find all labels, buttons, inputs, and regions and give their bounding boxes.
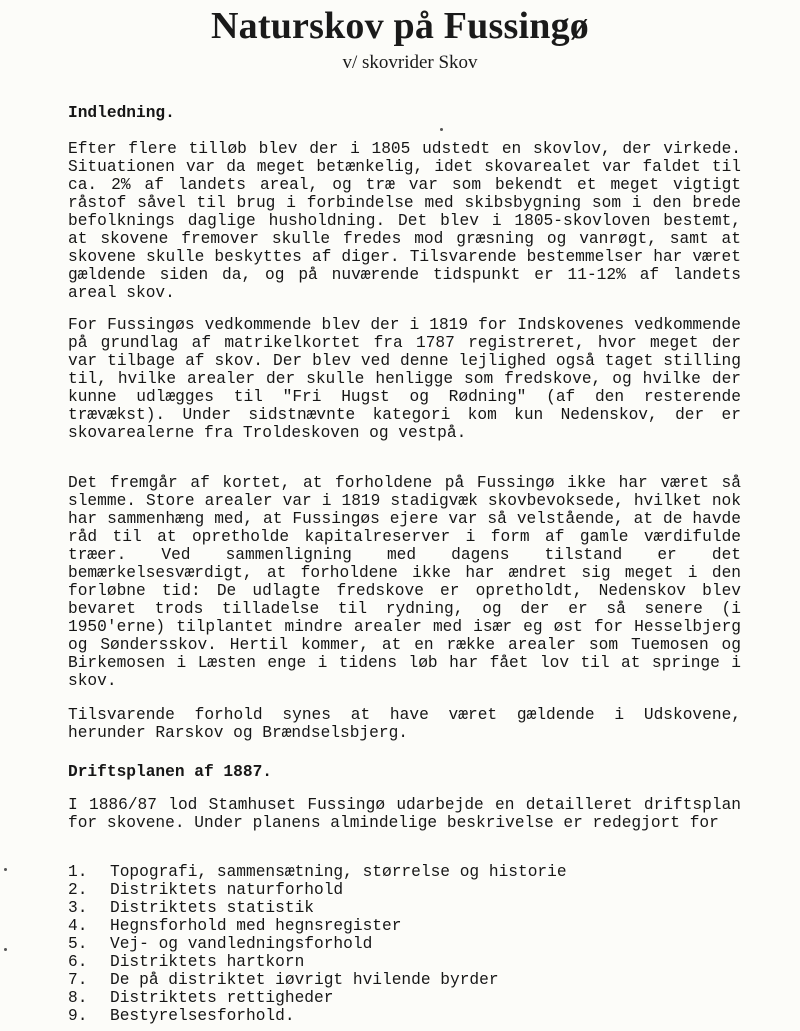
- list-item-number: 7.: [68, 971, 88, 989]
- section-heading-driftsplanen: Driftsplanen af 1887.: [68, 763, 272, 781]
- list-item-text: Vej- og vandledningsforhold: [110, 935, 373, 953]
- list-item-text: Distriktets hartkorn: [110, 953, 305, 971]
- list-item-text: Hegnsforhold med hegnsregister: [110, 917, 402, 935]
- list-item-number: 1.: [68, 863, 88, 881]
- scan-speck: [4, 948, 7, 951]
- list-item: [68, 863, 567, 881]
- scan-speck: [440, 128, 443, 131]
- list-item-text: De på distriktet iøvrigt hvilende byrder: [110, 971, 499, 989]
- list-item: [68, 989, 567, 1007]
- list-item-number: 3.: [68, 899, 88, 917]
- list-item-number: 6.: [68, 953, 88, 971]
- document-byline: v/ skovrider Skov: [342, 52, 478, 73]
- list-item-number: 9.: [68, 1007, 88, 1025]
- list-item-text: Distriktets statistik: [110, 899, 314, 917]
- list-item-number: 5.: [68, 935, 88, 953]
- list-item: [68, 971, 567, 989]
- list-item-number: 4.: [68, 917, 88, 935]
- list-item-text: Distriktets naturforhold: [110, 881, 344, 899]
- list-item: [68, 1007, 567, 1025]
- list-item: [68, 935, 567, 953]
- list-item-number: 8.: [68, 989, 88, 1007]
- document-title: Naturskov på Fussingø: [211, 5, 589, 47]
- section-heading-indledning: Indledning.: [68, 104, 175, 122]
- list-item: [68, 953, 567, 971]
- list-item: [68, 881, 567, 899]
- paragraph-3: Det fremgår af kortet, at forholdene på Fussingø ikke har været så slemme. Store arealer var i 1819 stadigvæk skovbevoksede, hvilket nok har sammenhæng med, at Fussingøs ejere var så velstående, at de havde råd til at opretholde kapitalreserver i form af gamle værdifulde træer. Ved sammenligning med dagens tilstand er det bemærkelsesværdigt, at forholdene ikke har ændret sig meget i den forløbne tid: De udlagte fredskove er opretholdt, Nedenskov blev bevaret trods tilladelse til rydning, og der er så senere (i 1950'erne) tilplantet mindre arealer med især eg øst for Hesselbjerg og Søndersskov. Hertil kommer, at en række arealer som Tuemosen og Birkemosen i Læsten enge i tidens løb har fået lov til at springe i skov.: [68, 474, 741, 690]
- list-item: [68, 899, 567, 917]
- topic-list: [68, 863, 567, 1025]
- list-item-text: Distriktets rettigheder: [110, 989, 334, 1007]
- list-item-text: Topografi, sammensætning, størrelse og historie: [110, 863, 567, 881]
- paragraph-2: For Fussingøs vedkommende blev der i 1819 for Indskovenes vedkommende på grundlag af matrikelkortet fra 1787 registreret, hvor meget der var tilbage af skov. Der blev ved denne lejlighed også taget stilling til, hvilke arealer der skulle henligge som fredskove, og hvilke der kunne udlægges til "Fri Hugst og Rødning" (af den resterende trævækst). Under sidstnævnte kategori kom kun Nedenskov, der er skovarealerne fra Troldeskoven og vestpå.: [68, 316, 741, 442]
- paragraph-4: Tilsvarende forhold synes at have været gældende i Udskovene, herunder Rarskov og Brændselsbjerg.: [68, 706, 741, 742]
- list-item: [68, 917, 567, 935]
- list-item-number: 2.: [68, 881, 88, 899]
- paragraph-1: Efter flere tilløb blev der i 1805 udstedt en skovlov, der virkede. Situationen var da meget betænkelig, idet skovarealet var faldet til ca. 2% af landets areal, og træ var som bekendt et meget vigtigt råstof såvel til brug i forbindelse med skibsbygning som i den brede befolknings daglige husholdning. Det blev i 1805-skovloven bestemt, at skovene fremover skulle fredes mod græsning og vanrøgt, samt at skovene skulle beskyttes af diger. Tilsvarende bestemmelser har været gældende siden da, og på nuværende tidspunkt er 11-12% af landets areal skov.: [68, 140, 741, 302]
- paragraph-5: I 1886/87 lod Stamhuset Fussingø udarbejde en detailleret driftsplan for skovene. Under planens almindelige beskrivelse er redegjort for: [68, 796, 741, 832]
- scan-speck: [4, 868, 7, 871]
- list-item-text: Bestyrelsesforhold.: [110, 1007, 295, 1025]
